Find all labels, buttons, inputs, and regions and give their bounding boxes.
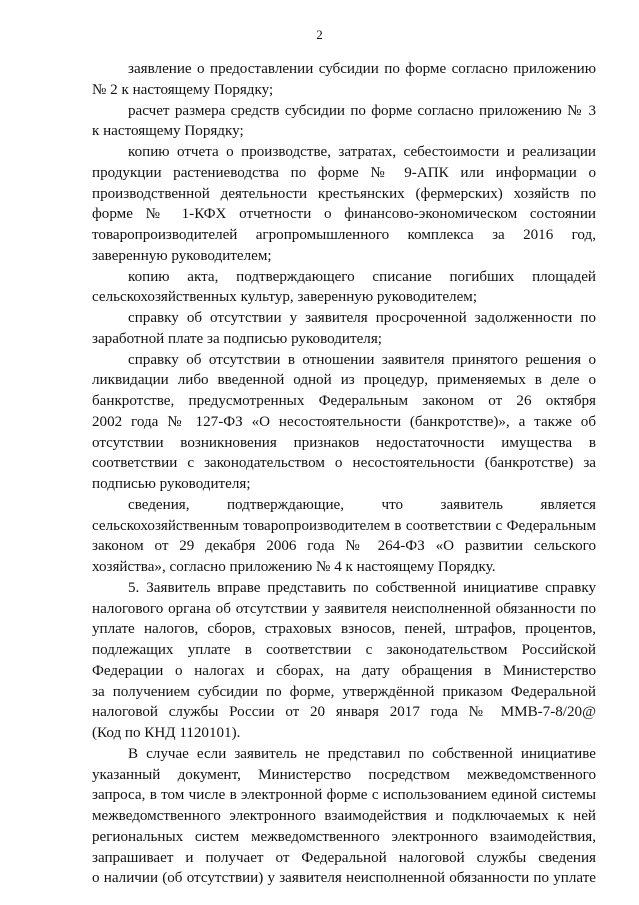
text-line: хозяйства», согласно приложению № 4 к настоящему Порядку. bbox=[92, 559, 496, 575]
paragraph bbox=[92, 308, 596, 350]
text-line: Федерации о налогах и сборах, на дату обращения в Министерство bbox=[92, 662, 596, 679]
text-line: № 2 к настоящему Порядку; bbox=[92, 81, 274, 98]
text-line: справку об отсутствии у заявителя просроченной задолженности по bbox=[128, 310, 596, 326]
text-line: законом от 29 декабря 2006 года № 264-ФЗ «О развитии сельского bbox=[92, 538, 596, 555]
text-line: ликвидации либо введенной одной из процедур, применяемых в деле о bbox=[92, 372, 596, 389]
text-line: налогового органа об отсутствии у заявителя неисполненной обязанности по bbox=[92, 600, 596, 617]
text-line: форме № 1-КФХ отчетности о финансово-экономическом состоянии bbox=[92, 206, 596, 223]
text-line: региональных систем межведомственного электронного взаимодействия, bbox=[92, 828, 596, 845]
text-line: уплате налогов, сборов, страховых взносов, пеней, штрафов, процентов, bbox=[92, 621, 596, 638]
text-line: справку об отсутствии в отношении заявителя принятого решения о bbox=[128, 351, 596, 368]
text-line: соответствии с законодательством о несостоятельности (банкротстве) за bbox=[92, 455, 596, 472]
text-line: о наличии (об отсутствии) у заявителя неисполненной обязанности по уплате bbox=[92, 870, 596, 887]
text-line: запрашивает и получает от Федеральной налоговой службы сведения bbox=[92, 849, 596, 866]
text-line: 5. Заявитель вправе представить по собственной инициативе справку bbox=[128, 579, 596, 596]
text-line: производственной деятельности крестьянских (фермерских) хозяйств по bbox=[92, 185, 596, 202]
text-line: (Код по КНД 1120101). bbox=[92, 725, 241, 741]
text-line: заверенную руководителем; bbox=[92, 247, 272, 264]
text-line: указанный документ, Министерство посредством межведомственного bbox=[92, 766, 596, 783]
text-line: В случае если заявитель не представил по собственной инициативе bbox=[128, 745, 596, 762]
text-line: товаропроизводителей агропромышленного комплекса за 2016 год, bbox=[92, 227, 596, 243]
text-line: расчет размера средств субсидии по форме согласно приложению № 3 bbox=[128, 102, 596, 119]
text-line: банкротстве, предусмотренных Федеральным законом от 26 октября bbox=[92, 393, 596, 409]
paragraph bbox=[92, 350, 596, 495]
text-line: сельскохозяйственных культур, заверенную руководителем; bbox=[92, 289, 478, 306]
text-line: сведения, подтверждающие, что заявитель является bbox=[128, 496, 596, 513]
paragraph bbox=[92, 744, 596, 889]
text-line: за получением субсидии по форме, утверждённой приказом Федеральной bbox=[92, 683, 596, 700]
text-line: заявление о предоставлении субсидии по форме согласно приложению bbox=[128, 61, 596, 77]
text-line: продукции растениеводства по форме № 9-АПК или информации о bbox=[92, 164, 596, 181]
paragraph bbox=[92, 578, 596, 744]
text-line: подписью руководителя; bbox=[92, 476, 251, 492]
text-line: подлежащих уплате в соответствии с законодательством Российской bbox=[92, 642, 596, 658]
paragraph bbox=[92, 101, 596, 143]
text-line: к настоящему Порядку; bbox=[92, 123, 244, 140]
paragraph bbox=[92, 142, 596, 267]
text-line: копию акта, подтверждающего списание погибших площадей bbox=[128, 268, 596, 285]
document-body bbox=[92, 59, 596, 889]
text-line: 2002 года № 127-ФЗ «О несостоятельности (банкротстве)», а также об bbox=[92, 413, 596, 430]
text-line: запроса, в том числе в электронной форме с использованием единой системы bbox=[92, 787, 596, 804]
text-line: сельскохозяйственным товаропроизводителем в соответствии с Федеральным bbox=[92, 517, 596, 534]
text-line: межведомственного электронного взаимодействия и подключаемых к ней bbox=[92, 808, 596, 824]
text-line: копию отчета о производстве, затратах, себестоимости и реализации bbox=[128, 144, 596, 160]
paragraph bbox=[92, 59, 596, 101]
paragraph bbox=[92, 267, 596, 309]
paragraph bbox=[92, 495, 596, 578]
text-line: заработной плате за подписью руководителя; bbox=[92, 330, 382, 347]
text-line: налоговой службы России от 20 января 2017 года № ММВ-7-8/20@ bbox=[92, 704, 596, 721]
page-number: 2 bbox=[316, 27, 323, 42]
text-line: отсутствии возникновения признаков недостаточности имущества в bbox=[92, 434, 596, 451]
